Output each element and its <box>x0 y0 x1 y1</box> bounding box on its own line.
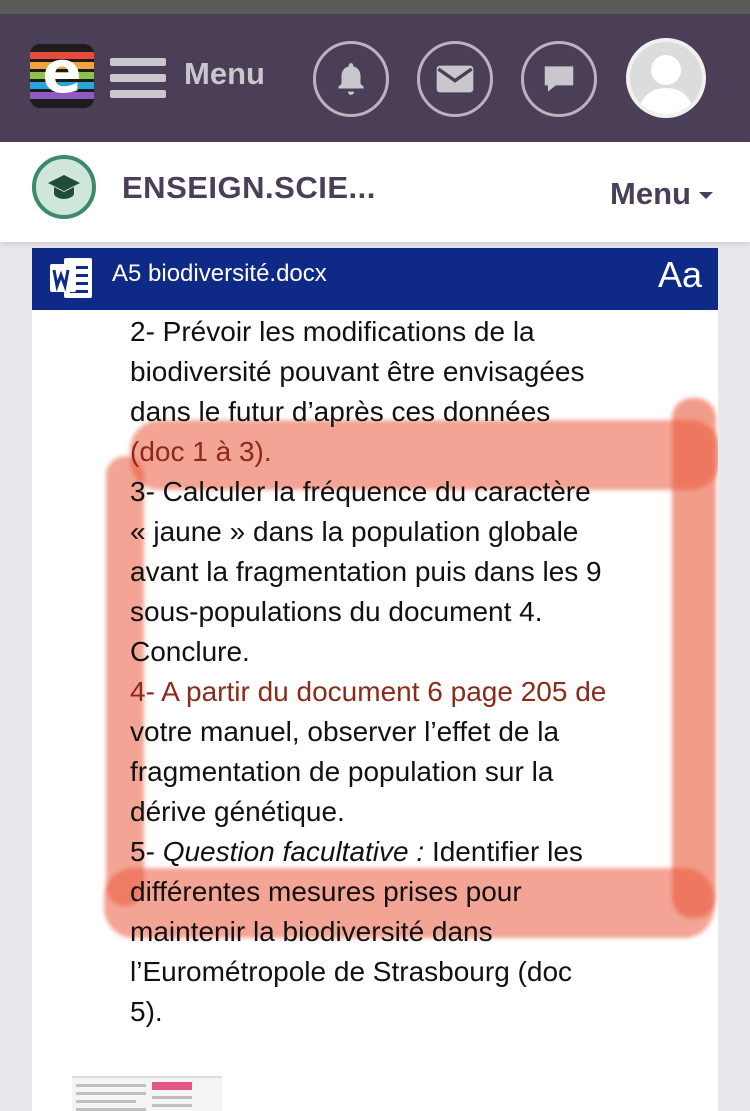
doc-line: dans le futur d’après ces données <box>130 396 551 427</box>
course-menu-dropdown[interactable] <box>610 176 713 212</box>
logo-letter: e <box>42 44 82 106</box>
doc-line: (doc 1 à 3). <box>130 436 272 467</box>
doc-line: 5). <box>130 996 163 1027</box>
doc-line-q5 <box>130 832 700 872</box>
doc-line: Conclure. <box>130 636 250 667</box>
course-menu-label: Menu <box>610 176 691 211</box>
hamburger-menu-icon[interactable] <box>110 58 166 98</box>
doc-line: votre manuel, observer l’effet de la <box>130 716 560 747</box>
document-body <box>130 312 700 1032</box>
q5-italic-label: Question facultative : <box>162 836 425 867</box>
doc-line: maintenir la biodiversité dans <box>130 916 493 947</box>
top-nav-bar <box>0 14 750 142</box>
messages-button[interactable] <box>417 41 493 117</box>
course-header <box>0 142 750 242</box>
doc-line: 2- Prévoir les modifications de la <box>130 316 535 347</box>
mail-icon <box>435 62 475 96</box>
course-title[interactable]: ENSEIGN.SCIE... <box>122 170 376 205</box>
q5-text: Identifier les <box>424 836 583 867</box>
bell-icon <box>332 60 370 98</box>
chat-button[interactable] <box>521 41 597 117</box>
doc-line: fragmentation de population sur la <box>130 756 554 787</box>
user-avatar[interactable] <box>626 38 706 118</box>
doc-line: biodiversité pouvant être envisagées <box>130 356 585 387</box>
app-logo[interactable] <box>30 44 94 108</box>
doc-line: l’Eurométropole de Strasbourg (doc <box>130 956 573 987</box>
notifications-button[interactable] <box>313 41 389 117</box>
doc-line: « jaune » dans la population globale <box>130 516 579 547</box>
document-filename: A5 biodiversité.docx <box>112 260 327 287</box>
doc-line: dérive génétique. <box>130 796 345 827</box>
chat-icon <box>540 60 578 98</box>
document-thumbnail[interactable] <box>72 1076 222 1111</box>
word-icon <box>48 254 96 302</box>
user-silhouette-icon <box>630 42 702 114</box>
doc-line: avant la fragmentation puis dans les 9 <box>130 556 602 587</box>
font-size-button[interactable]: Aa <box>657 254 702 295</box>
course-icon[interactable] <box>32 155 96 219</box>
doc-line: 3- Calculer la fréquence du caractère <box>130 476 591 507</box>
doc-line: sous-populations du document 4. <box>130 596 543 627</box>
graduation-cap-icon <box>47 173 81 201</box>
doc-line: 4- A partir du document 6 page 205 de <box>130 676 607 707</box>
caret-down-icon <box>699 192 713 199</box>
q5-prefix: 5- <box>130 836 163 867</box>
document-header <box>32 248 718 310</box>
doc-line: différentes mesures prises pour <box>130 876 522 907</box>
main-menu-label[interactable]: Menu <box>184 56 265 91</box>
status-strip <box>0 0 750 14</box>
document-viewer <box>32 248 718 1111</box>
